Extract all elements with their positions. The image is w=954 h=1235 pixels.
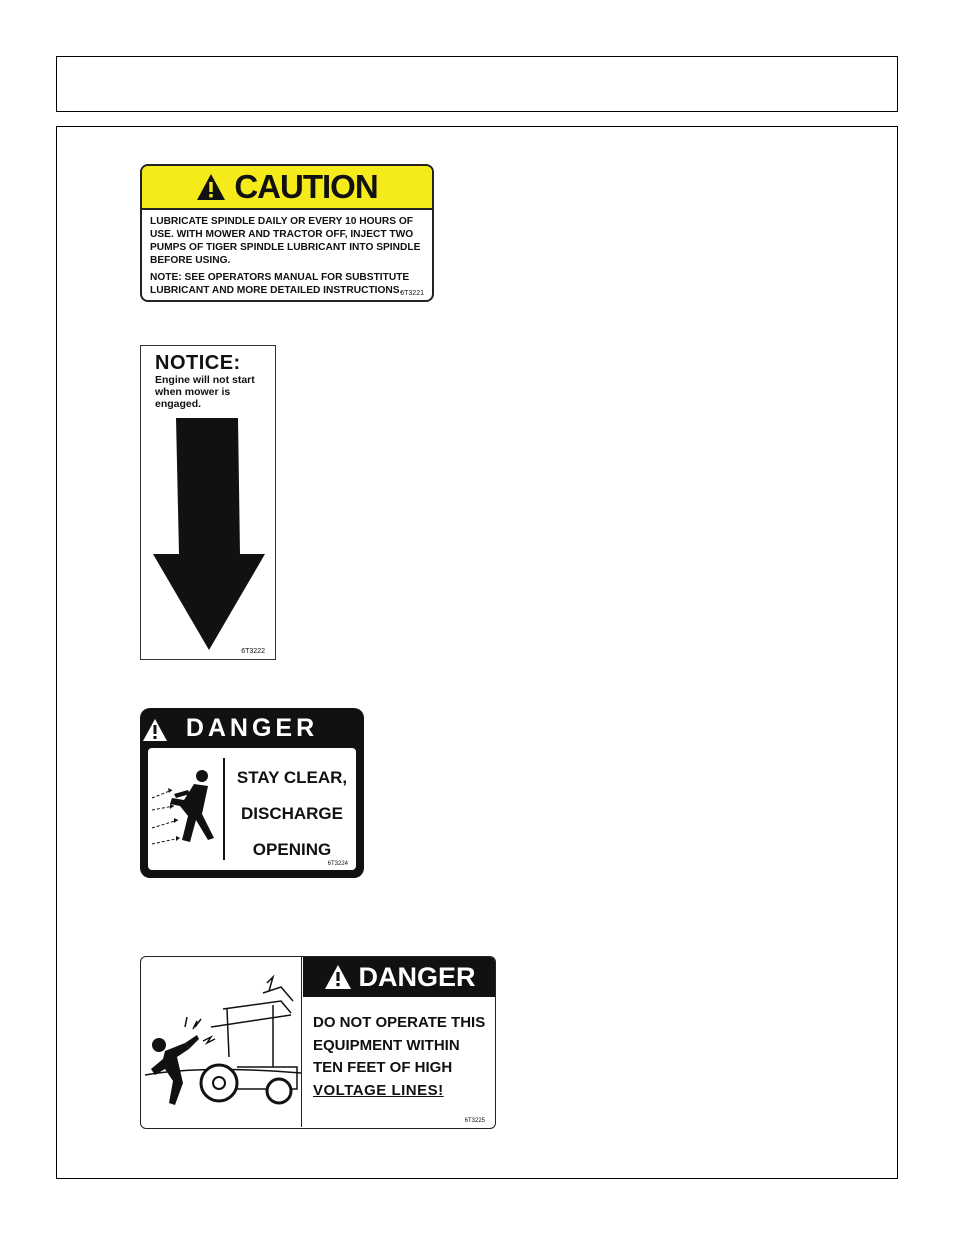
down-arrow-icon — [151, 416, 267, 654]
warning-triangle-icon — [324, 964, 352, 990]
electrocution-panel — [141, 957, 302, 1127]
caution-instruction: LUBRICATE SPINDLE DAILY OR EVERY 10 HOURS OF USE. WITH MOWER AND TRACTOR OFF, INJECT TWO PUMPS OF TIGER SPINDLE LUBRICANT INTO SPINDLE BEFORE USING. — [150, 216, 421, 266]
danger-panel — [148, 748, 356, 870]
danger-header — [303, 957, 496, 997]
notice-message: Engine will not start when mower is engaged. — [155, 374, 255, 410]
header-frame — [56, 56, 898, 112]
caution-title: CAUTION — [234, 168, 378, 205]
danger-title: DANGER — [185, 713, 319, 742]
danger-header — [140, 708, 364, 748]
danger-message: DO NOT OPERATE THIS EQUIPMENT WITHIN TEN FEET OF HIGH VOLTAGE LINES! — [313, 1014, 486, 1099]
notice-decal — [140, 345, 276, 660]
panel-divider — [223, 758, 225, 860]
caution-code: 6T3221 — [400, 290, 424, 297]
caution-body — [142, 210, 432, 297]
caution-note: NOTE: SEE OPERATORS MANUAL FOR SUBSTITUTE LUBRICANT AND MORE DETAILED INSTRUCTIONS. — [150, 272, 410, 296]
notice-code: 6T3222 — [241, 648, 265, 655]
danger-code: 6T3224 — [327, 861, 348, 867]
notice-title: NOTICE: — [155, 352, 241, 374]
warning-triangle-icon — [196, 173, 226, 201]
danger-title: DANGER — [358, 961, 476, 992]
danger-decal-voltage — [140, 956, 496, 1129]
caution-header — [142, 166, 432, 210]
danger-code: 6T3225 — [464, 1118, 485, 1124]
thrown-object-person-icon — [150, 758, 222, 862]
caution-decal — [140, 164, 434, 302]
danger-decal-discharge — [140, 708, 364, 878]
electrocution-tractor-icon — [141, 957, 301, 1127]
warning-triangle-icon — [142, 718, 168, 742]
danger-message: STAY CLEAR, DISCHARGE OPENING — [236, 768, 348, 859]
